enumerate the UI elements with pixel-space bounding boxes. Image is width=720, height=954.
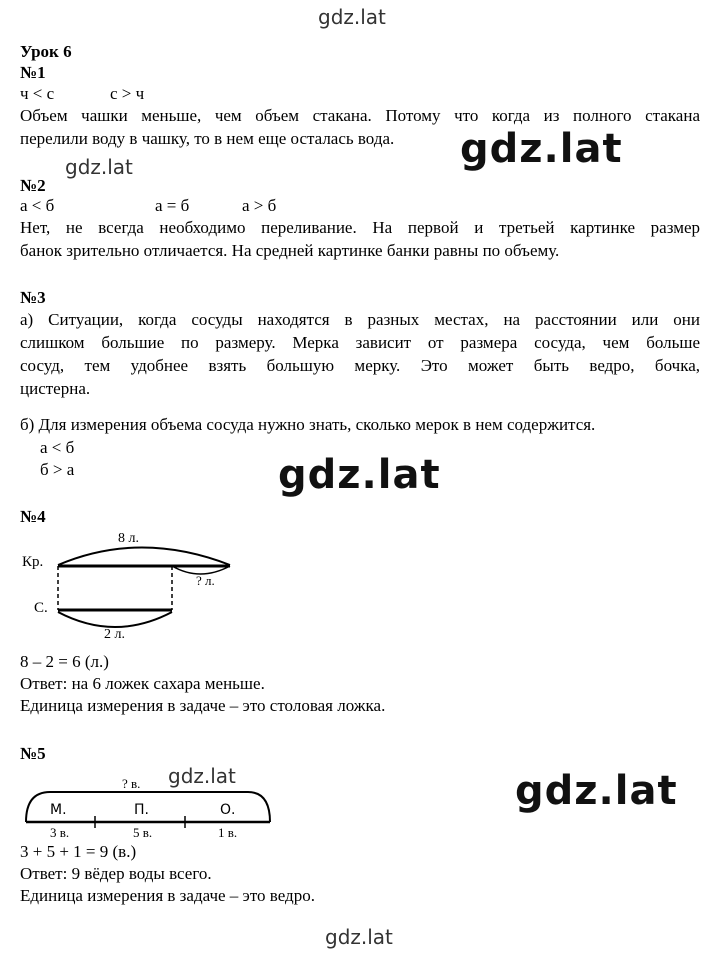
task-5-calc: 3 + 5 + 1 = 9 (в.) (20, 842, 137, 861)
task-4-diagram (0, 520, 260, 650)
segment-label: М. (50, 802, 67, 818)
task-1-relation: с > ч (110, 84, 145, 103)
task-5-answer: Ответ: 9 вёдер воды всего. (20, 864, 212, 883)
text-line: Объем чашки меньше, чем объем стакана. Потому что когда из полного стакана (20, 106, 700, 125)
text-line: Нет, не всегда необходимо переливание. На первой и третьей картинке размер (20, 218, 700, 237)
task-4-unit: Единица измерения в задаче – это столовая ложка. (20, 696, 386, 715)
text-line: сосуд, тем удобнее взять большую мерку. Это может быть ведро, бочка, (20, 356, 700, 375)
task-2-text (20, 216, 700, 262)
task-1-relation: ч < с (20, 84, 55, 103)
task-2-relation: а > б (242, 196, 277, 215)
diagram-label: ? л. (196, 573, 215, 588)
task-3-relation: б > а (40, 460, 75, 479)
task-2-relation: а = б (155, 196, 190, 215)
diagram-label: 2 л. (104, 627, 125, 642)
task-5-unit: Единица измерения в задаче – это ведро. (20, 886, 315, 905)
task-2-relation: а < б (20, 196, 55, 215)
watermark: gdz.lat (325, 925, 393, 949)
task-3-relation: а < б (40, 438, 75, 457)
task-3-number: №3 (20, 288, 46, 307)
brace-bottom (58, 612, 172, 627)
text-line: банок зрительно отличается. На средней картинке банки равны по объему. (20, 241, 560, 260)
task-3-part-a (20, 308, 700, 400)
watermark: gdz.lat (515, 768, 678, 814)
watermark: gdz.lat (65, 155, 133, 179)
lesson-title: Урок 6 (20, 42, 72, 61)
diagram-label: Кр. (22, 554, 44, 570)
watermark: gdz.lat (278, 452, 441, 498)
text-line: а) Ситуации, когда сосуды находятся в разных местах, на расстоянии или они (20, 310, 700, 329)
segment-value: 3 в. (50, 825, 70, 840)
task-2-number: №2 (20, 176, 46, 195)
diagram-label: С. (34, 600, 48, 616)
watermark: gdz.lat (460, 126, 623, 172)
segment-value: 1 в. (218, 825, 238, 840)
diagram-label: ? в. (122, 776, 141, 791)
task-1-number: №1 (20, 63, 46, 82)
diagram-label: 8 л. (118, 531, 139, 546)
task-1-text (20, 104, 700, 150)
task-5-number: №5 (20, 744, 46, 763)
text-line: цистерна. (20, 379, 91, 398)
segment-label: О. (220, 802, 236, 818)
watermark: gdz.lat (168, 764, 236, 788)
task-4-calc: 8 – 2 = 6 (л.) (20, 652, 109, 671)
task-4-number: №4 (20, 507, 46, 526)
watermark: gdz.lat (318, 5, 386, 29)
text-line: перелили воду в чашку, то в нем еще осталась вода. (20, 129, 395, 148)
task-5-diagram (0, 770, 290, 840)
brace-top (58, 548, 230, 566)
segment-value: 5 в. (133, 825, 153, 840)
task-4-answer: Ответ: на 6 ложек сахара меньше. (20, 674, 265, 693)
task-3-part-b: б) Для измерения объема сосуда нужно знать, сколько мерок в нем содержится. (20, 415, 596, 434)
text-line: слишком большие по размеру. Мерка зависит от размера сосуда, чем больше (20, 333, 700, 352)
segment-label: П. (134, 802, 149, 818)
